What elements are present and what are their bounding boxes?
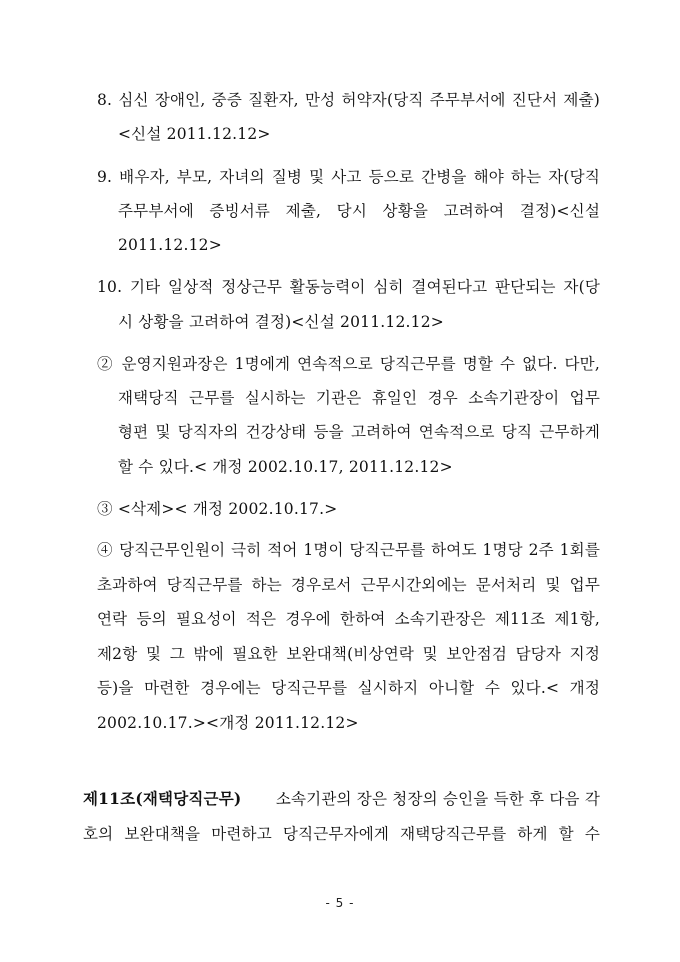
clause-2-line-4: 할 수 있다.< 개정 2002.10.17, 2011.12.12>	[118, 458, 453, 476]
page-number: - 5 -	[325, 896, 355, 910]
item-8-line-1: 8. 심신 장애인, 중증 질환자, 만성 허약자(당직 주무부서에 진단서 제출)	[97, 91, 600, 109]
clause-2-line-2: 재택당직 근무를 실시하는 기관은 휴일인 경우 소속기관장이 업무	[118, 389, 600, 407]
article-11-title: 제11조(재택당직근무)	[83, 789, 242, 808]
item-8-line-2: <신설 2011.12.12>	[118, 125, 271, 143]
article-11-line-1	[83, 789, 600, 809]
item-10-line-2: 시 상황을 고려하여 결정)<신설 2011.12.12>	[118, 313, 444, 331]
item-10-line-1: 10. 기타 일상적 정상근무 활동능력이 심히 결여된다고 판단되는 자(당	[97, 278, 600, 296]
clause-4-line-5: 등)을 마련한 경우에는 당직근무를 실시하지 아니할 수 있다.< 개정	[97, 679, 600, 697]
clause-4-line-6: 2002.10.17.><개정 2011.12.12>	[97, 714, 359, 732]
clause-4-line-3: 연락 등의 필요성이 적은 경우에 한하여 소속기관장은 제11조 제1항,	[97, 610, 600, 628]
item-9-line-3: 2011.12.12>	[118, 236, 222, 254]
item-9-line-1: 9. 배우자, 부모, 자녀의 질병 및 사고 등으로 간병을 해야 하는 자(당직	[97, 168, 600, 186]
clause-4-line-4: 제2항 및 그 밖에 필요한 보완대책(비상연락 및 보안점검 담당자 지정	[97, 645, 600, 663]
clause-4-line-2: 초과하여 당직근무를 하는 경우로서 근무시간외에는 문서처리 및 업무	[97, 576, 600, 594]
clause-3-line-1: ③ <삭제>< 개정 2002.10.17.>	[97, 500, 338, 518]
clause-4-line-1: ④ 당직근무인원이 극히 적어 1명이 당직근무를 하여도 1명당 2주 1회를	[97, 541, 600, 559]
article-11-line-2: 호의 보완대책을 마련하고 당직근무자에게 재택당직근무를 하게 할 수	[83, 825, 600, 843]
article-11-first-line-text: 소속기관의 장은 청장의 승인을 득한 후 다음 각	[275, 790, 600, 808]
item-9-line-2: 주무부서에 증빙서류 제출, 당시 상황을 고려하여 결정)<신설	[118, 202, 600, 220]
clause-2-line-1: ② 운영지원과장은 1명에게 연속적으로 당직근무를 명할 수 없다. 다만,	[97, 355, 600, 373]
clause-2-line-3: 형편 및 당직자의 건강상태 등을 고려하여 연속적으로 당직 근무하게	[118, 423, 600, 441]
